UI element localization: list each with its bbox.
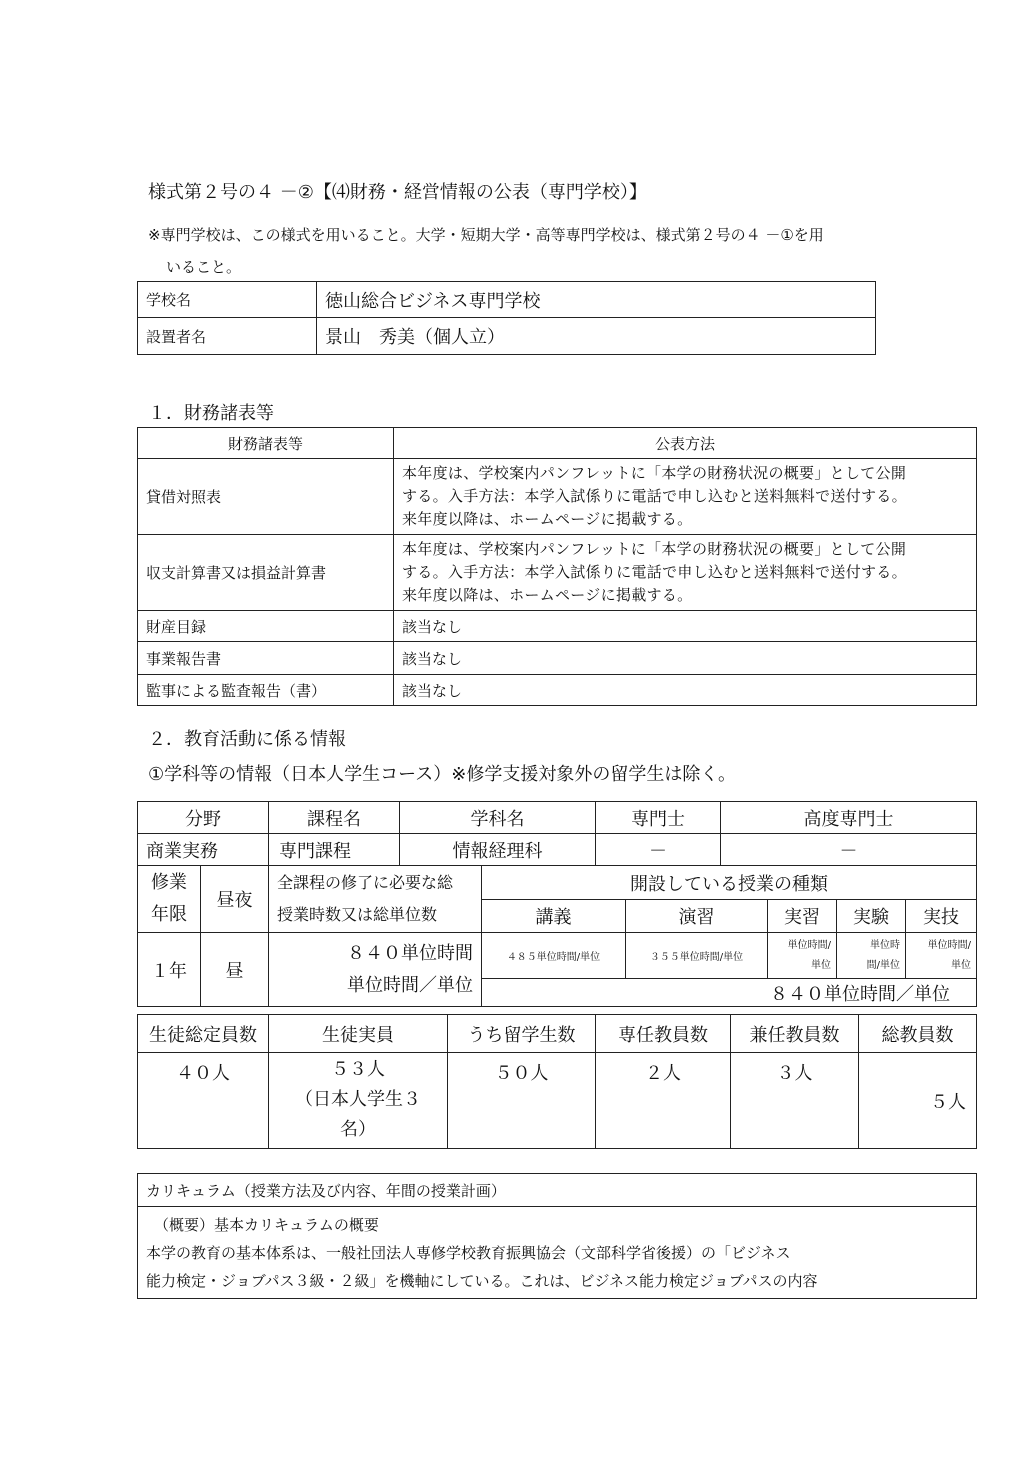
- header-nengen-line: 修業: [151, 872, 187, 893]
- method-line: 本年度は、学校案内パンフレットに「本学の財務状況の概要」として公開: [402, 540, 907, 558]
- header-dept: 学科名: [400, 802, 596, 834]
- value-jitsugi: [906, 933, 977, 979]
- school-name-value: 徳山総合ビジネス専門学校: [317, 282, 876, 318]
- curriculum-body: [138, 1207, 977, 1299]
- school-name-label: 学校名: [138, 282, 317, 318]
- curriculum-line: 能力検定・ジョブパス３級・２級」を機軸にしている。これは、ビジネス能力検定ジョブパスの内容: [146, 1272, 818, 1290]
- education-subtitle: ①学科等の情報（日本人学生コース）※修学支援対象外の留学生は除く。: [148, 764, 736, 785]
- curriculum-summary-title: （概要）基本カリキュラムの概要: [154, 1216, 379, 1234]
- value-total-line: ８４０単位時間: [347, 942, 473, 964]
- note-line-2: いること。: [166, 258, 242, 276]
- value-jisshu: [768, 933, 837, 979]
- header-total-line: 全課程の修了に必要な総: [277, 873, 454, 892]
- value-jitsuin-line: ５３人: [331, 1059, 385, 1080]
- value-field: 商業実務: [138, 834, 269, 866]
- header-sokyoin: 総教員数: [859, 1015, 977, 1053]
- header-chuya: 昼夜: [201, 866, 269, 933]
- value-chuya: 昼: [201, 933, 269, 1007]
- header-field: 分野: [138, 802, 269, 834]
- value-jitsuin: [269, 1053, 448, 1149]
- row-method: 該当なし: [394, 611, 977, 642]
- value-jisshu-line: 単位時間/: [787, 939, 831, 951]
- value-enshu: ３５５単位時間/単位: [626, 933, 768, 979]
- curriculum-line: 本学の教育の基本体系は、一般社団法人専修学校教育振興協会（文部科学省後援）の「ビジネス: [146, 1244, 791, 1262]
- value-sum: ８４０単位時間／単位: [482, 979, 977, 1007]
- school-info-table: [137, 281, 876, 355]
- row-item: 収支計算書又は損益計算書: [138, 535, 394, 611]
- row-item: 監事による監査報告（書）: [138, 675, 394, 706]
- header-jikken: 実験: [837, 900, 906, 933]
- header-nengen-line: 年限: [151, 904, 187, 925]
- value-jitsugi-line: 単位: [951, 959, 971, 971]
- header-senmonshi: 専門士: [596, 802, 721, 834]
- value-jikken-line: 単位時: [870, 939, 900, 951]
- method-line: する。入手方法：本学入試係りに電話で申し込むと送料無料で送付する。: [402, 487, 907, 505]
- header-kodo: 高度専門士: [721, 802, 977, 834]
- value-total-line: 単位時間／単位: [347, 974, 473, 996]
- note-line-1: ※専門学校は、この様式を用いること。大学・短期大学・高等専門学校は、様式第２号の４ －①を用: [148, 226, 824, 244]
- header-course: 課程名: [269, 802, 400, 834]
- curriculum-table: [137, 1173, 977, 1299]
- header-jitsuin: 生徒実員: [269, 1015, 448, 1053]
- header-kennin: 兼任教員数: [731, 1015, 859, 1053]
- method-line: 来年度以降は、ホームページに掲載する。: [402, 586, 693, 604]
- header-sennin: 専任教員数: [596, 1015, 731, 1053]
- value-senmonshi: －: [596, 834, 721, 866]
- hours-table: [137, 865, 977, 1007]
- header-jisshu: 実習: [768, 900, 837, 933]
- header-teiin: 生徒総定員数: [138, 1015, 269, 1053]
- value-teiin: ４０人: [138, 1053, 269, 1149]
- row-item: 事業報告書: [138, 642, 394, 675]
- row-method: 該当なし: [394, 642, 977, 675]
- header-nengen: [138, 866, 201, 933]
- header-total-line: 授業時数又は総単位数: [277, 905, 438, 924]
- method-line: 来年度以降は、ホームページに掲載する。: [402, 510, 693, 528]
- header-kogi: 講義: [482, 900, 626, 933]
- row-method: 該当なし: [394, 675, 977, 706]
- finance-section-title: １．財務諸表等: [148, 403, 274, 424]
- value-nengen: １年: [138, 933, 201, 1007]
- value-jitsuin-line: 名）: [340, 1119, 376, 1140]
- header-jitsugi: 実技: [906, 900, 977, 933]
- value-jisshu-line: 単位: [811, 959, 831, 971]
- value-kogi: ４８５単位時間/単位: [482, 933, 626, 979]
- row-method: [394, 459, 977, 535]
- education-section-title: ２．教育活動に係る情報: [148, 729, 346, 750]
- row-method: [394, 535, 977, 611]
- col-header-item: 財務諸表等: [138, 428, 394, 459]
- value-kennin: ３人: [731, 1053, 859, 1149]
- method-line: 本年度は、学校案内パンフレットに「本学の財務状況の概要」として公開: [402, 464, 907, 482]
- method-line: する。入手方法：本学入試係りに電話で申し込むと送料無料で送付する。: [402, 563, 907, 581]
- header-enshu: 演習: [626, 900, 768, 933]
- value-dept: 情報経理科: [400, 834, 596, 866]
- value-course: 専門課程: [269, 834, 400, 866]
- value-jitsuin-line: （日本人学生３: [295, 1089, 421, 1110]
- value-sennin: ２人: [596, 1053, 731, 1149]
- col-header-method: 公表方法: [394, 428, 977, 459]
- value-sokyoin: ５人: [859, 1053, 977, 1149]
- value-ryugaku: ５０人: [448, 1053, 596, 1149]
- row-item: 貸借対照表: [138, 459, 394, 535]
- header-ryugaku: うち留学生数: [448, 1015, 596, 1053]
- form-title: 様式第２号の４ －②【⑷財務・経営情報の公表（専門学校）】: [148, 182, 647, 203]
- founder-value: 景山 秀美（個人立）: [317, 318, 876, 355]
- founder-label: 設置者名: [138, 318, 317, 355]
- value-total-hours: [269, 933, 482, 1007]
- curriculum-header: カリキュラム（授業方法及び内容、年間の授業計画）: [138, 1174, 977, 1207]
- value-kodo: －: [721, 834, 977, 866]
- department-table: [137, 801, 977, 866]
- value-jitsugi-line: 単位時間/: [927, 939, 971, 951]
- header-total-hours: [269, 866, 482, 933]
- value-jikken: [837, 933, 906, 979]
- header-class-kinds: 開設している授業の種類: [482, 866, 977, 900]
- staff-table: [137, 1014, 977, 1149]
- finance-table: [137, 427, 977, 706]
- row-item: 財産目録: [138, 611, 394, 642]
- value-jikken-line: 間/単位: [866, 959, 900, 971]
